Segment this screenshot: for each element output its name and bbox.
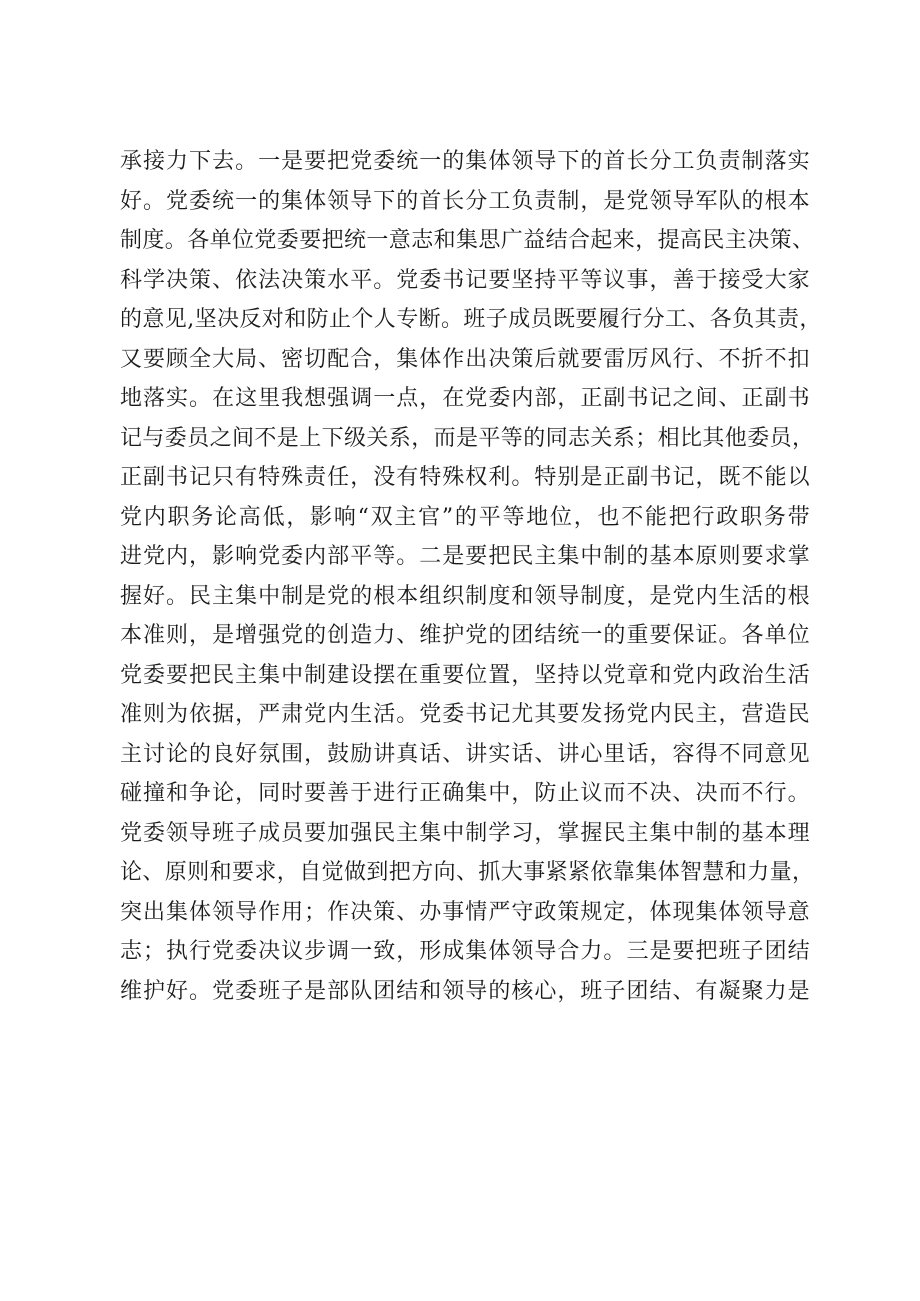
text-line: 的意见,坚决反对和防止个人专断。班子成员既要履行分工、各负其责， — [120, 307, 822, 332]
text-line: 论、原则和要求，自觉做到把方向、抓大事紧紧依靠集体智慧和力量， — [120, 860, 815, 885]
text-line: 好。党委统一的集体领导下的首长分工负责制，是党领导军队的根本 — [120, 188, 810, 214]
text-line: 进党内，影响党委内部平等。二是要把民主集中制的基本原则要求掌 — [120, 544, 810, 569]
text-line: 突出集体领导作用；作决策、办事情严守政策规定，体现集体领导意 — [120, 899, 810, 925]
text-line: 党委领导班子成员要加强民主集中制学习，掌握民主集中制的基本理 — [120, 820, 810, 846]
text-line: 志；执行党委决议步调一致，形成集体领导合力。三是要把班子团结 — [120, 939, 810, 964]
text-line: 维护好。党委班子是部队团结和领导的核心，班子团结、有凝聚力是 — [120, 978, 810, 1004]
text-line: 握好。民主集中制是党的根本组织制度和领导制度，是党内生活的根 — [120, 583, 810, 609]
text-line: 党委要把民主集中制建设摆在重要位置，坚持以党章和党内政治生活 — [120, 662, 810, 688]
text-line: 地落实。在这里我想强调一点，在党委内部，正副书记之间、正副书 — [120, 386, 810, 411]
text-line: 党内职务论高低，影响“双主官”的平等地位，也不能把行政职务带 — [120, 504, 810, 530]
text-line: 准则为依据，严肃党内生活。党委书记尤其要发扬党内民主，营造民 — [120, 702, 810, 727]
text-line: 又要顾全大局、密切配合，集体作出决策后就要雷厉风行、不折不扣 — [120, 346, 810, 372]
text-line: 记与委员之间不是上下级关系，而是平等的同志关系；相比其他委员， — [120, 425, 815, 451]
text-line: 主讨论的良好氛围，鼓励讲真话、讲实话、讲心里话，容得不同意见 — [120, 741, 810, 767]
text-line: 正副书记只有特殊责任，没有特殊权利。特别是正副书记，既不能以 — [120, 465, 810, 490]
text-line: 承接力下去。一是要把党委统一的集体领导下的首长分工负责制落实 — [120, 149, 810, 174]
text-line: 科学决策、依法决策水平。党委书记要坚持平等议事，善于接受大家 — [120, 267, 810, 293]
body-paragraph — [120, 142, 822, 1011]
text-line: 制度。各单位党委要把统一意志和集思广益结合起来，提高民主决策、 — [120, 228, 815, 253]
text-line: 本准则，是增强党的创造力、维护党的团结统一的重要保证。各单位 — [120, 623, 810, 648]
text-line: 碰撞和争论，同时要善于进行正确集中，防止议而不决、决而不行。 — [120, 781, 810, 806]
